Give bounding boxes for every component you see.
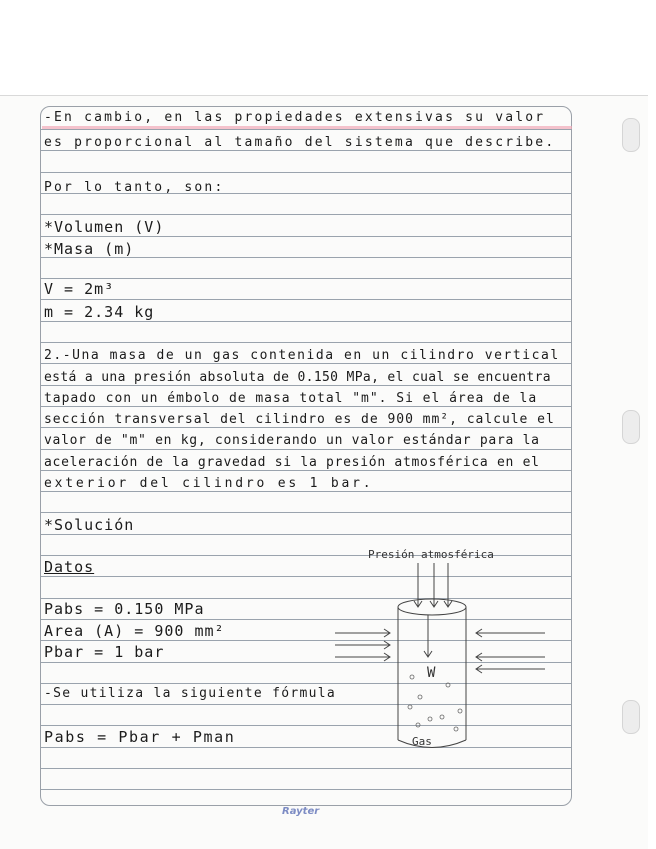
data-line: Pabs = 0.150 MPa (44, 600, 205, 618)
ruled-line (41, 342, 571, 343)
problem-line: valor de "m" en kg, considerando un valor estándar para la (44, 433, 540, 448)
ruled-line (41, 172, 571, 173)
binder-hole (622, 700, 640, 734)
ruled-line (41, 214, 571, 215)
solution-heading: *Solución (44, 516, 135, 534)
atm-pressure-label: Presión atmosférica (368, 548, 494, 561)
ruled-line (41, 129, 571, 130)
problem-line: exterior del cilindro es 1 bar. (44, 476, 374, 491)
problem-line: aceleración de la gravedad si la presión atmosférica en el (44, 455, 540, 470)
ruled-line (41, 406, 571, 407)
ruled-line (41, 789, 571, 790)
text-line: *Masa (m) (44, 240, 135, 258)
ruled-line (41, 512, 571, 513)
cylinder-diagram (330, 545, 550, 760)
problem-line: tapado con un émbolo de masa total "m". Si el área de la (44, 391, 538, 406)
text-line: *Volumen (V) (44, 218, 165, 236)
weight-label: W (427, 665, 436, 681)
text-line: m = 2.34 kg (44, 303, 155, 321)
ruled-line (41, 363, 571, 364)
problem-line: está a una presión absoluta de 0.150 MPa, el cual se encuentra (44, 370, 551, 385)
text-line: es proporcional al tamaño del sistema que describe. (44, 135, 556, 150)
ruled-line (41, 150, 571, 151)
datos-heading: Datos (44, 558, 95, 576)
binder-hole (622, 410, 640, 444)
pink-highlight (42, 126, 572, 129)
ruled-line (41, 491, 571, 492)
text-line: Por lo tanto, son: (44, 180, 225, 195)
binder-hole (622, 118, 640, 152)
text-line: -En cambio, en las propiedades extensivas su valor (44, 110, 546, 125)
gas-label: Gas (412, 735, 432, 748)
formula: Pabs = Pbar + Pman (44, 728, 236, 746)
ruled-line (41, 278, 571, 279)
data-line: Area (A) = 900 mm² (44, 622, 225, 640)
ruled-line (41, 427, 571, 428)
formula-intro: -Se utiliza la siguiente fórmula (44, 686, 337, 701)
problem-line: 2.-Una masa de un gas contenida en un cilindro vertical (44, 348, 560, 363)
cylinder-svg (330, 545, 550, 760)
problem-line: sección transversal del cilindro es de 900 mm², calcule el (44, 412, 555, 427)
ruled-line (41, 449, 571, 450)
data-line: Pbar = 1 bar (44, 643, 165, 661)
brand-logo: Rayter (282, 806, 320, 817)
text-line: V = 2m³ (44, 280, 115, 298)
ruled-line (41, 768, 571, 769)
ruled-line (41, 299, 571, 300)
